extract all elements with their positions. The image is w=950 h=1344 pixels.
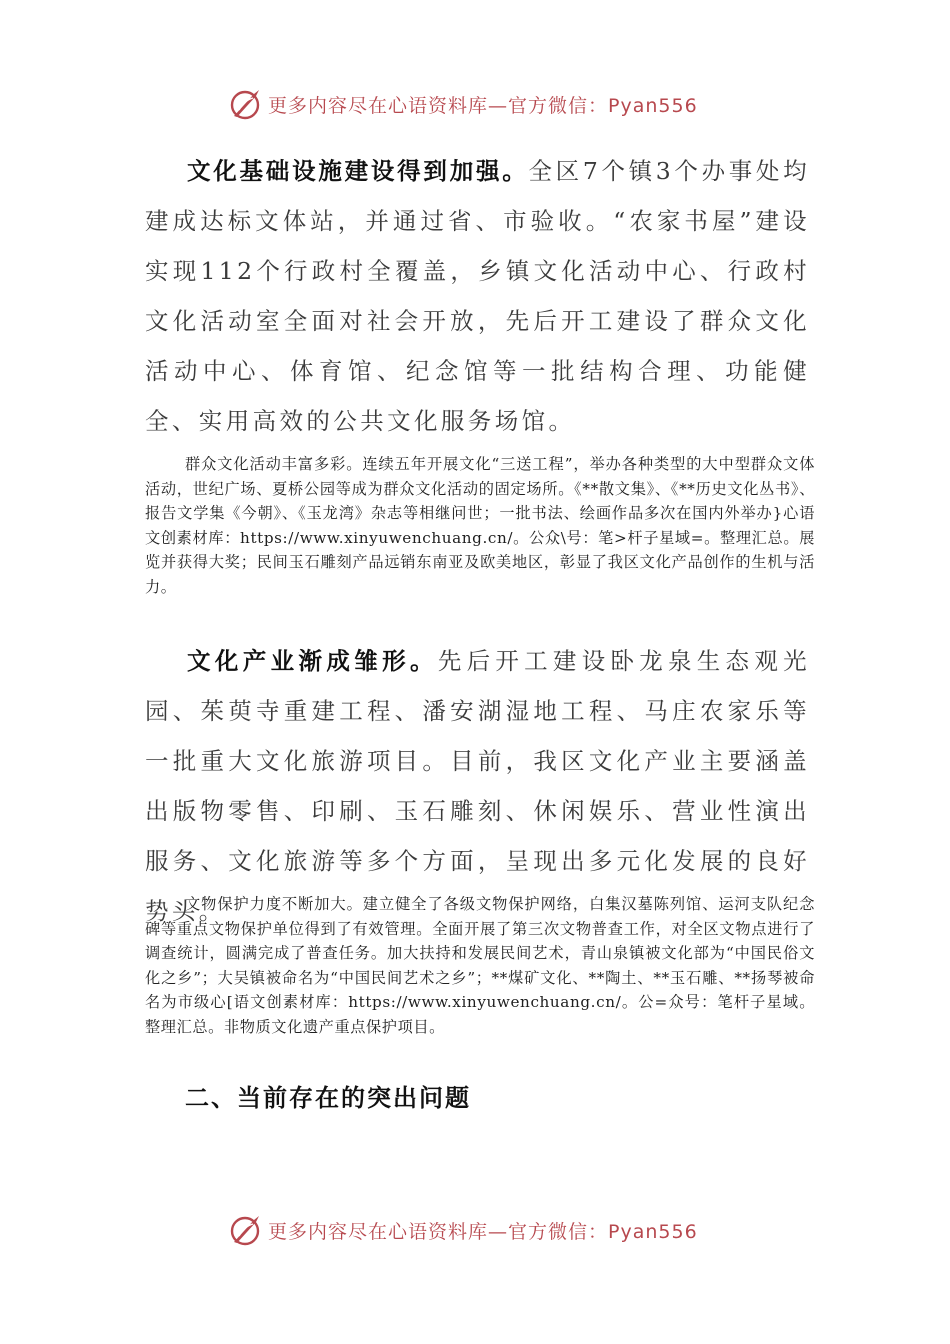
paragraph-heritage: 文物保护力度不断加大。建立健全了各级文物保护网络，白集汉墓陈列馆、运河支队纪念碑等重点文物保护单位得到了有效管理。全面开展了第三次文物普查工作，对全区文物点进行了调查统计，圆满完成了普查任务。加大扶持和发展民间艺术，青山泉镇被文化部为“中国民俗文化之乡”；大吴镇被命名为“中国民间艺术之乡”；**煤矿文化、**陶土、**玉石雕、**扬琴被命名为市级心[语文创素材库：https://www.xinyuwenchuang.cn/。公=众号：笔杆子星域。整理汇总。非物质文化遗产重点保护项目。 [145,895,815,1036]
paragraph-lead: 文化产业渐成雏形。 [187,647,438,675]
section-heading: 二、当前存在的突出问题 [185,1084,471,1112]
header-banner [228,84,698,124]
pen-logo-icon [228,86,264,122]
paragraph-infrastructure [145,146,810,446]
paragraph-mass-culture: 群众文化活动丰富多彩。连续五年开展文化“三送工程”，举办各种类型的大中型群众文体活动，世纪广场、夏桥公园等成为群众文化活动的固定场所。《**散文集》、《**历史文化丛书》、报告文学集《今朝》、《玉龙湾》杂志等相继问世；一批书法、绘画作品多次在国内外举办}心语文创素材库：https://www.xinyuwenchuang.cn/。公众\号：笔>杆子星域=。整理汇总。展览并获得大奖；民间玉石雕刻产品远销东南亚及欧美地区，彰显了我区文化产品创作的生机与活力。 [145,455,815,596]
pen-logo-icon [228,1212,264,1248]
paragraph-body: 全区7个镇3个办事处均建成达标文体站，并通过省、市验收。“农家书屋”建设实现112个行政村全覆盖，乡镇文化活动中心、行政村文化活动室全面对社会开放，先后开工建设了群众文化活动中心、体育馆、纪念馆等一批结构合理、功能健全、实用高效的公共文化服务场馆。 [145,157,810,435]
paragraph-industry [145,636,810,936]
paragraph-body: 先后开工建设卧龙泉生态观光园、茱萸寺重建工程、潘安湖湿地工程、马庄农家乐等一批重大文化旅游项目。目前，我区文化产业主要涵盖出版物零售、印刷、玉石雕刻、休闲娱乐、营业性演出服务、文化旅游等多个方面，呈现出多元化发展的良好势头。 [145,647,810,925]
paragraph-lead: 文化基础设施建设得到加强。 [187,157,529,185]
banner-text: 更多内容尽在心语资料库—官方微信：Pyan556 [268,94,698,117]
footer-banner [228,1210,698,1250]
banner-text: 更多内容尽在心语资料库—官方微信：Pyan556 [268,1220,698,1243]
